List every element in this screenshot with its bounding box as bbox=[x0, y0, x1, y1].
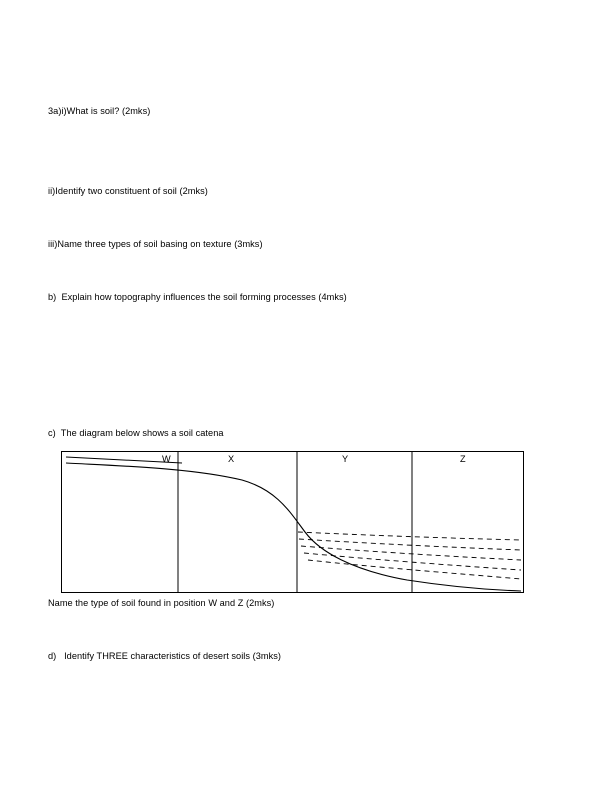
question-3c: c) The diagram below shows a soil catena bbox=[48, 428, 224, 438]
soil-horizon-1 bbox=[298, 532, 521, 540]
zone-label-y: Y bbox=[342, 454, 349, 464]
soil-horizon-5 bbox=[308, 560, 521, 579]
question-3a-iii: iii)Name three types of soil basing on texture (3mks) bbox=[48, 239, 263, 249]
question-3b: b) Explain how topography influences the soil forming processes (4mks) bbox=[48, 292, 347, 302]
soil-horizon-3 bbox=[301, 546, 521, 560]
zone-label-w: W bbox=[162, 454, 171, 464]
zone-label-x: X bbox=[228, 454, 235, 464]
soil-catena-diagram bbox=[61, 451, 524, 593]
question-3a-ii: ii)Identify two constituent of soil (2mks) bbox=[48, 186, 208, 196]
question-3a-i: 3a)i)What is soil? (2mks) bbox=[48, 106, 151, 116]
soil-catena-drawing bbox=[62, 452, 523, 592]
question-3d: d) Identify THREE characteristics of desert soils (3mks) bbox=[48, 651, 281, 661]
zone-label-z: Z bbox=[460, 454, 466, 464]
question-3c-followup: Name the type of soil found in position W and Z (2mks) bbox=[48, 598, 275, 608]
slope-profile-line bbox=[66, 463, 521, 591]
